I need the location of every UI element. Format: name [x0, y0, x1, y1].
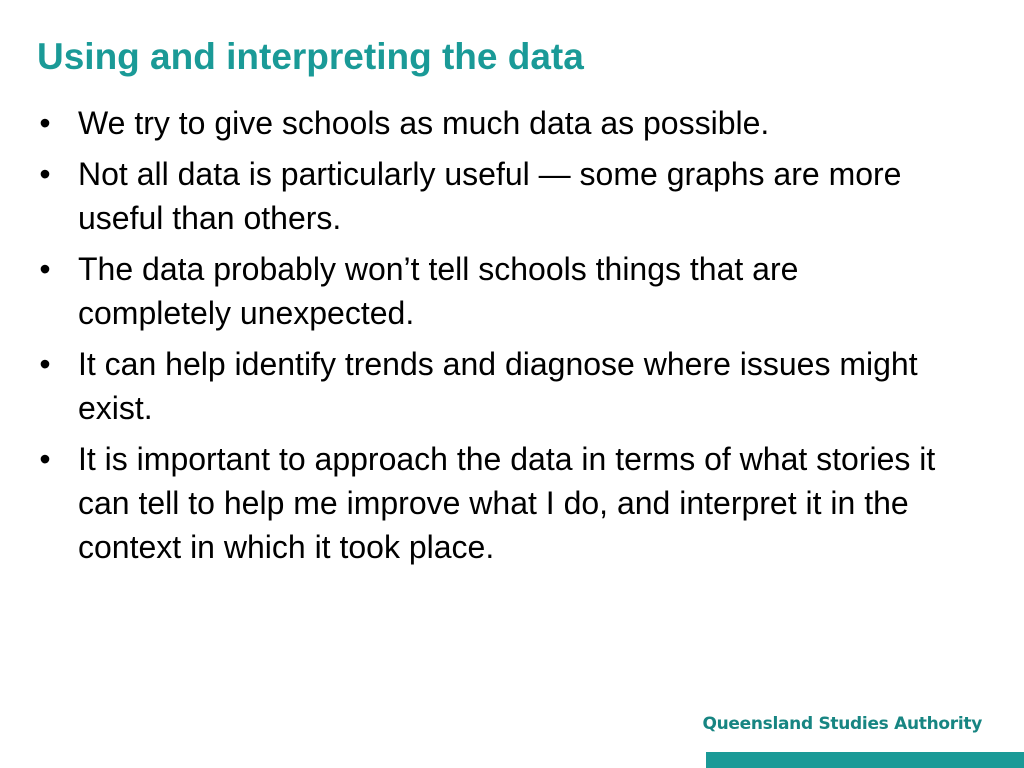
bullet-text: The data probably won’t tell schools things that are completely unexpected. [78, 251, 799, 331]
bullet-dot-icon: • [39, 346, 51, 382]
bullet-list [30, 101, 960, 576]
bullet-text: It is important to approach the data in terms of what stories it can tell to help me improve what I do, and interpret it in the context in which it took place. [78, 441, 936, 565]
bullet-dot-icon: • [39, 105, 51, 141]
bullet-text: Not all data is particularly useful — some graphs are more useful than others. [78, 156, 902, 236]
bullet-item [30, 437, 960, 569]
bullet-text: We try to give schools as much data as possible. [78, 105, 770, 141]
footer-accent-bar [706, 752, 1024, 768]
bullet-item [30, 101, 960, 145]
bullet-item [30, 152, 960, 240]
slide-title: Using and interpreting the data [37, 36, 584, 77]
bullet-text: It can help identify trends and diagnose where issues might exist. [78, 346, 918, 426]
brand-logo: Queensland Studies Authority [702, 714, 982, 734]
bullet-item [30, 342, 960, 430]
bullet-item [30, 247, 960, 335]
bullet-dot-icon: • [39, 441, 51, 477]
bullet-dot-icon: • [39, 156, 51, 192]
bullet-dot-icon: • [39, 251, 51, 287]
